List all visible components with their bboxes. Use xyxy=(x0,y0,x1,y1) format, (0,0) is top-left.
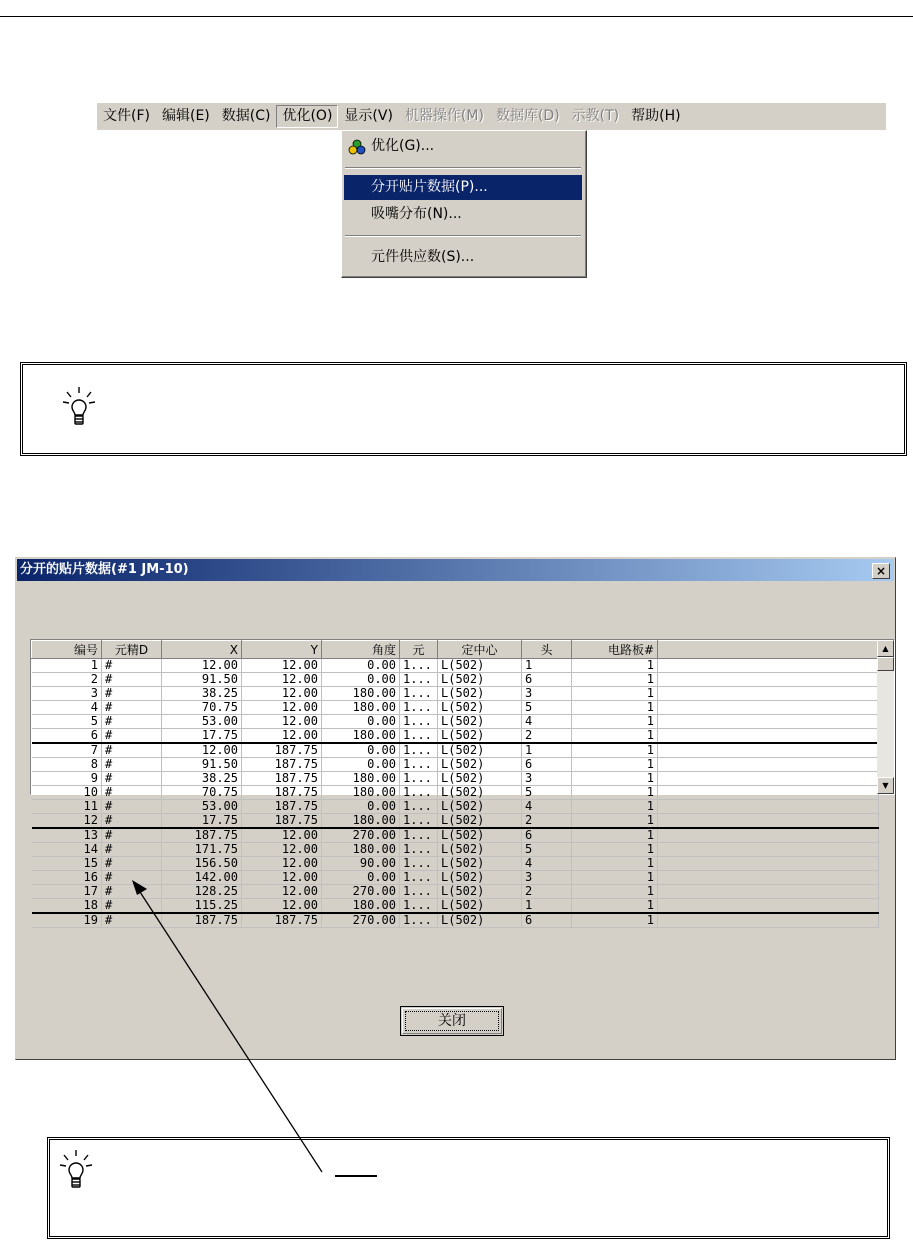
table-cell: 6 xyxy=(522,828,572,843)
table-cell: 0.00 xyxy=(322,871,400,885)
table-cell: 8 xyxy=(32,758,102,772)
table-cell: 6 xyxy=(522,673,572,687)
table-cell: 1 xyxy=(572,828,658,843)
table-cell: 38.25 xyxy=(162,687,242,701)
menu-4[interactable]: 显示(V) xyxy=(344,108,393,124)
table-cell: 1 xyxy=(572,899,658,914)
menu-3[interactable]: 优化(O) xyxy=(276,105,338,128)
table-cell: 2 xyxy=(522,885,572,899)
table-cell: 38.25 xyxy=(162,772,242,786)
table-cell: 1... xyxy=(400,729,438,744)
menu-7[interactable]: 示教(T) xyxy=(571,108,620,124)
table-cell: 1... xyxy=(400,687,438,701)
table-cell: 1 xyxy=(572,772,658,786)
table-cell: 0.00 xyxy=(322,659,400,673)
table-cell: 9 xyxy=(32,772,102,786)
table-cell: 187.75 xyxy=(242,743,322,758)
table-cell: 4 xyxy=(522,857,572,871)
menu-0[interactable]: 文件(F) xyxy=(103,108,150,124)
table-cell: 12.00 xyxy=(242,899,322,914)
table-cell: # xyxy=(102,885,162,899)
table-cell: 6 xyxy=(522,913,572,928)
table-cell: 187.75 xyxy=(242,800,322,814)
table-cell: # xyxy=(102,673,162,687)
table-cell: 1... xyxy=(400,659,438,673)
table-cell: 12.00 xyxy=(242,659,322,673)
table-cell: L(502) xyxy=(438,743,522,758)
table-cell: 4 xyxy=(522,715,572,729)
table-cell: 128.25 xyxy=(162,885,242,899)
table-cell: L(502) xyxy=(438,899,522,914)
table-cell: # xyxy=(102,758,162,772)
table-cell: 1 xyxy=(32,659,102,673)
table-cell: 12.00 xyxy=(242,715,322,729)
table-cell: 115.25 xyxy=(162,899,242,914)
table-cell: 5 xyxy=(32,715,102,729)
column-header[interactable]: 电路板# xyxy=(572,641,658,659)
table-cell: 53.00 xyxy=(162,800,242,814)
table-cell: # xyxy=(102,871,162,885)
table-cell: 1 xyxy=(572,743,658,758)
table-cell: 1 xyxy=(572,758,658,772)
table-cell: 12.00 xyxy=(242,885,322,899)
table-cell: 17 xyxy=(32,885,102,899)
table-cell: L(502) xyxy=(438,800,522,814)
table-cell: 1 xyxy=(522,659,572,673)
table-cell: 187.75 xyxy=(242,814,322,829)
table-cell: # xyxy=(102,814,162,829)
table-cell: 10 xyxy=(32,786,102,800)
table-cell: 1 xyxy=(572,871,658,885)
table-cell: 180.00 xyxy=(322,729,400,744)
table-cell: 142.00 xyxy=(162,871,242,885)
table-cell: 4 xyxy=(522,800,572,814)
table-cell: 91.50 xyxy=(162,758,242,772)
table-cell: 187.75 xyxy=(242,758,322,772)
table-cell: # xyxy=(102,772,162,786)
column-header[interactable]: 编号 xyxy=(32,641,102,659)
table-cell: 187.75 xyxy=(242,913,322,928)
table-cell: 1 xyxy=(572,701,658,715)
table-cell: # xyxy=(102,913,162,928)
table-cell: 180.00 xyxy=(322,701,400,715)
table-cell: 0.00 xyxy=(322,800,400,814)
table-cell: 1... xyxy=(400,871,438,885)
table-cell: L(502) xyxy=(438,814,522,829)
table-cell: 3 xyxy=(522,871,572,885)
table-cell: 180.00 xyxy=(322,772,400,786)
table-cell: 5 xyxy=(522,843,572,857)
table-cell: 1... xyxy=(400,913,438,928)
table-cell: L(502) xyxy=(438,715,522,729)
table-cell: 0.00 xyxy=(322,758,400,772)
table-cell: 180.00 xyxy=(322,843,400,857)
table-cell: L(502) xyxy=(438,729,522,744)
table-cell: 18 xyxy=(32,899,102,914)
table-cell: 1... xyxy=(400,673,438,687)
table-cell: 70.75 xyxy=(162,786,242,800)
menu-5[interactable]: 机器操作(M) xyxy=(404,108,484,124)
table-cell: 12.00 xyxy=(242,673,322,687)
table-cell: 6 xyxy=(522,758,572,772)
table-cell: 1... xyxy=(400,899,438,914)
close-icon[interactable]: × xyxy=(872,563,890,579)
table-cell: L(502) xyxy=(438,687,522,701)
menu-8[interactable]: 帮助(H) xyxy=(631,108,681,124)
table-cell: # xyxy=(102,659,162,673)
table-cell: 12.00 xyxy=(242,729,322,744)
table-cell: 1 xyxy=(522,899,572,914)
table-cell: 1... xyxy=(400,843,438,857)
table-cell: 4 xyxy=(32,701,102,715)
table-cell: 16 xyxy=(32,871,102,885)
table-cell: 187.75 xyxy=(162,913,242,928)
table-cell: 0.00 xyxy=(322,715,400,729)
column-header[interactable]: Y xyxy=(242,641,322,659)
table-cell: 14 xyxy=(32,843,102,857)
table-cell: 1... xyxy=(400,743,438,758)
menu-6[interactable]: 数据库(D) xyxy=(495,108,560,124)
table-cell: 1 xyxy=(572,913,658,928)
column-header[interactable]: 元精D xyxy=(102,641,162,659)
table-cell: 1... xyxy=(400,786,438,800)
table-cell: L(502) xyxy=(438,913,522,928)
table-cell: 180.00 xyxy=(322,687,400,701)
table-cell: # xyxy=(102,701,162,715)
table-cell: L(502) xyxy=(438,701,522,715)
table-cell: 0.00 xyxy=(322,743,400,758)
table-cell: 1 xyxy=(572,885,658,899)
table-cell: 0.00 xyxy=(322,673,400,687)
table-cell: 12.00 xyxy=(162,659,242,673)
table-cell: 1 xyxy=(522,743,572,758)
table-cell: L(502) xyxy=(438,659,522,673)
table-cell: L(502) xyxy=(438,772,522,786)
table-cell: # xyxy=(102,743,162,758)
table-cell: 17.75 xyxy=(162,729,242,744)
menu-2[interactable]: 数据(C) xyxy=(221,108,271,124)
table-cell: 1 xyxy=(572,659,658,673)
table-cell: 156.50 xyxy=(162,857,242,871)
menu-item-optimize-label: 优化(G)... xyxy=(371,138,435,154)
table-cell: # xyxy=(102,857,162,871)
table-cell: # xyxy=(102,800,162,814)
table-cell: L(502) xyxy=(438,885,522,899)
table-cell: 90.00 xyxy=(322,857,400,871)
table-cell: L(502) xyxy=(438,828,522,843)
menu-item-component-supply-label: 元件供应数(S)... xyxy=(371,249,475,265)
table-cell: 1... xyxy=(400,800,438,814)
scroll-up-arrow-icon[interactable]: ▲ xyxy=(877,640,894,657)
table-cell: 91.50 xyxy=(162,673,242,687)
menu-1[interactable]: 编辑(E) xyxy=(161,108,210,124)
table-cell: 12.00 xyxy=(242,701,322,715)
table-cell: 15 xyxy=(32,857,102,871)
table-cell: 1... xyxy=(400,885,438,899)
table-cell: 270.00 xyxy=(322,828,400,843)
menu-item-nozzle-distribution-label: 吸嘴分布(N)... xyxy=(371,206,462,222)
table-cell: 171.75 xyxy=(162,843,242,857)
table-cell: # xyxy=(102,843,162,857)
column-header[interactable]: 头 xyxy=(522,641,572,659)
table-cell: 12.00 xyxy=(242,828,322,843)
table-cell: 5 xyxy=(522,701,572,715)
table-cell: # xyxy=(102,899,162,914)
table-cell: 1... xyxy=(400,701,438,715)
table-cell: 1... xyxy=(400,857,438,871)
table-cell: L(502) xyxy=(438,871,522,885)
table-cell: # xyxy=(102,729,162,744)
table-cell: 12.00 xyxy=(242,687,322,701)
table-cell: # xyxy=(102,715,162,729)
table-cell: 180.00 xyxy=(322,786,400,800)
table-cell: 12.00 xyxy=(162,743,242,758)
column-header[interactable]: 角度 xyxy=(322,641,400,659)
table-cell: 2 xyxy=(522,729,572,744)
table-cell: 270.00 xyxy=(322,885,400,899)
table-cell: L(502) xyxy=(438,758,522,772)
table-cell: 70.75 xyxy=(162,701,242,715)
table-cell: 1 xyxy=(572,687,658,701)
table-cell: 17.75 xyxy=(162,814,242,829)
table-cell: # xyxy=(102,828,162,843)
table-cell: 3 xyxy=(522,687,572,701)
table-cell: L(502) xyxy=(438,843,522,857)
close-button-label: 关闭 xyxy=(405,1011,499,1031)
table-cell: 12.00 xyxy=(242,857,322,871)
table-cell: 3 xyxy=(32,687,102,701)
table-cell: L(502) xyxy=(438,673,522,687)
table-cell: 1... xyxy=(400,814,438,829)
table-cell: 187.75 xyxy=(242,786,322,800)
column-header[interactable]: 元 xyxy=(400,641,438,659)
table-cell: 1 xyxy=(572,857,658,871)
table-cell: # xyxy=(102,786,162,800)
table-cell: 187.75 xyxy=(162,828,242,843)
scroll-down-arrow-icon[interactable]: ▼ xyxy=(877,777,894,794)
table-cell: 3 xyxy=(522,772,572,786)
table-cell: 19 xyxy=(32,913,102,928)
table-cell: 53.00 xyxy=(162,715,242,729)
table-cell: 5 xyxy=(522,786,572,800)
dialog-title: 分开的贴片数据(#1 JM-10) xyxy=(20,562,189,577)
table-cell: 1 xyxy=(572,800,658,814)
table-cell: 1... xyxy=(400,828,438,843)
table-cell: 187.75 xyxy=(242,772,322,786)
table-cell: 7 xyxy=(32,743,102,758)
table-cell: 1 xyxy=(572,786,658,800)
table-cell: 1... xyxy=(400,715,438,729)
table-cell: 180.00 xyxy=(322,814,400,829)
table-cell: 1... xyxy=(400,758,438,772)
column-header[interactable]: 定中心 xyxy=(438,641,522,659)
table-cell: L(502) xyxy=(438,786,522,800)
table-cell: 12.00 xyxy=(242,843,322,857)
table-cell: 1 xyxy=(572,673,658,687)
table-cell: 11 xyxy=(32,800,102,814)
table-cell: 2 xyxy=(522,814,572,829)
table-cell: 270.00 xyxy=(322,913,400,928)
table-cell: 12 xyxy=(32,814,102,829)
table-cell: 2 xyxy=(32,673,102,687)
table-cell: 1 xyxy=(572,729,658,744)
table-cell: 180.00 xyxy=(322,899,400,914)
table-cell: 1... xyxy=(400,772,438,786)
table-cell: L(502) xyxy=(438,857,522,871)
table-cell: 13 xyxy=(32,828,102,843)
menu-item-split-placement-label: 分开贴片数据(P)... xyxy=(371,179,488,195)
table-cell: 12.00 xyxy=(242,871,322,885)
table-cell: 1 xyxy=(572,814,658,829)
table-cell: # xyxy=(102,687,162,701)
table-cell: 6 xyxy=(32,729,102,744)
table-cell: 1 xyxy=(572,843,658,857)
column-header[interactable]: X xyxy=(162,641,242,659)
table-cell: 1 xyxy=(572,715,658,729)
